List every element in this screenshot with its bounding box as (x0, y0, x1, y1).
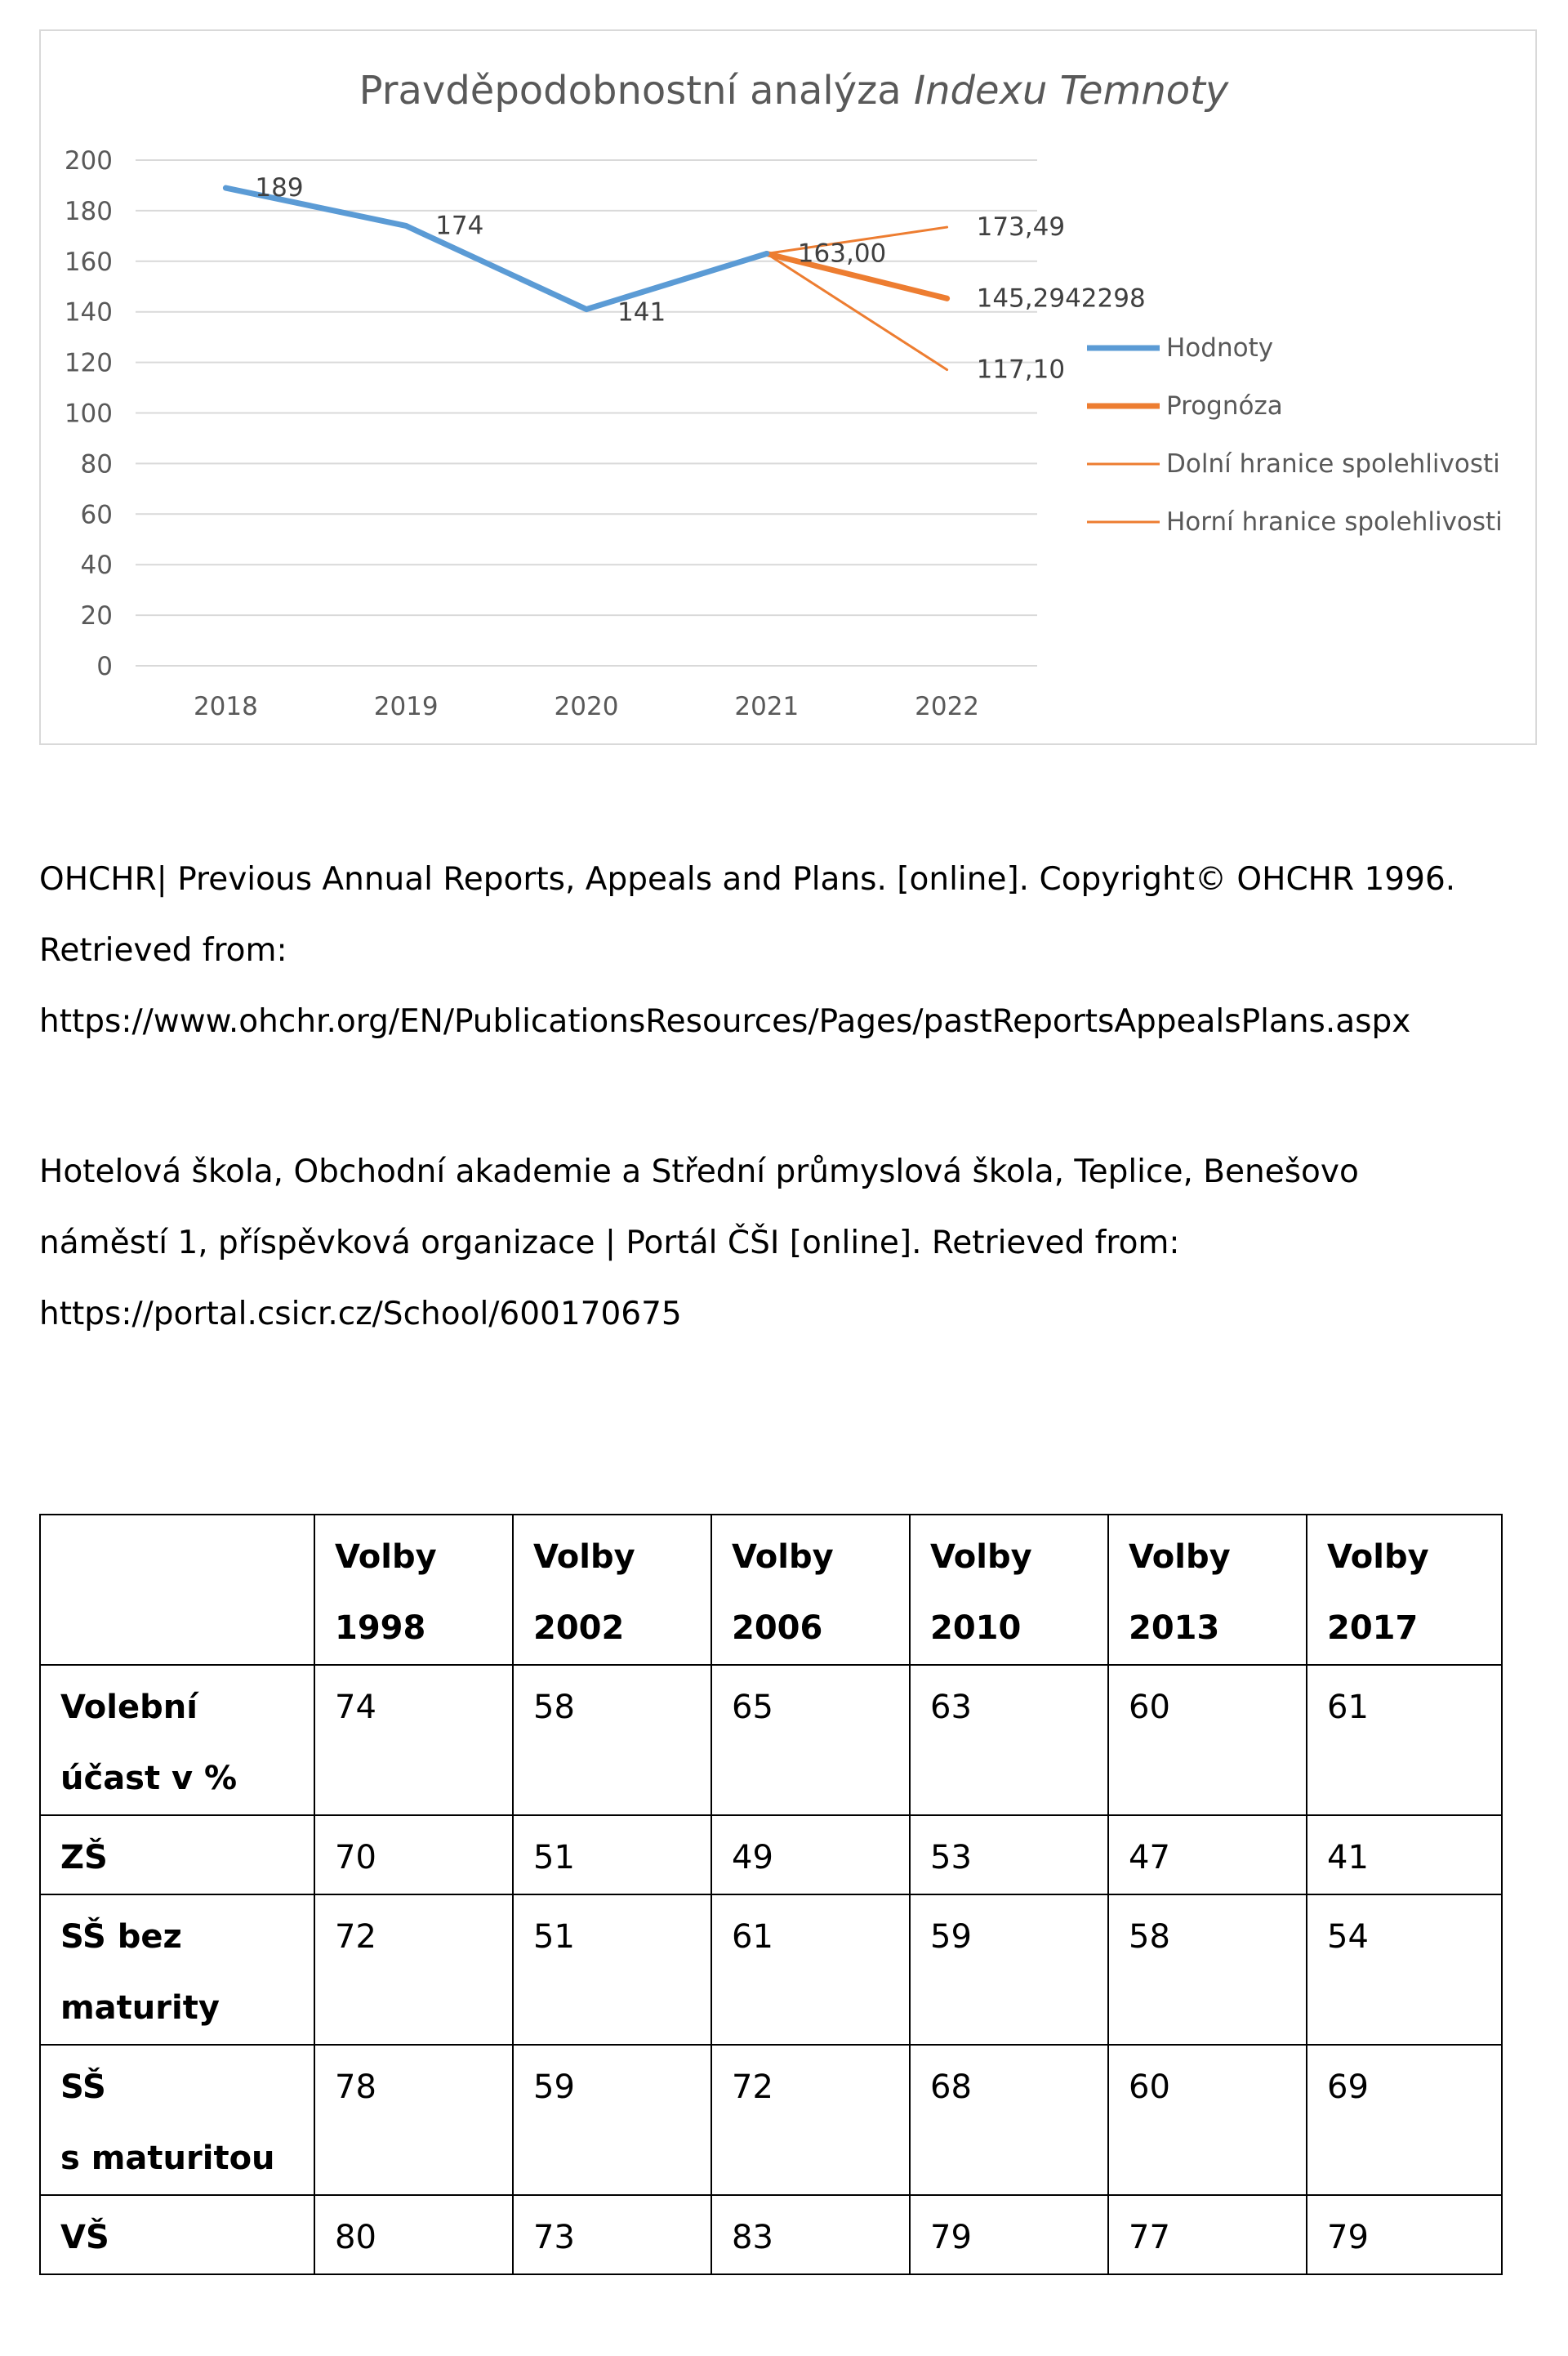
legend-label: Prognóza (1166, 391, 1283, 421)
reference-line: náměstí 1, příspěvková organizace | Portál ČŠI [online]. Retrieved from: (39, 1225, 1180, 1261)
legend (1087, 333, 1503, 537)
row-label-cell: Volební účast v % (40, 1665, 314, 1815)
table-cell: 61 (711, 1894, 910, 2045)
line-chart (41, 31, 1535, 743)
data-labels (255, 173, 1145, 385)
y-tick-label: 20 (80, 601, 113, 631)
table-cell: 79 (910, 2195, 1108, 2274)
table-cell: 72 (314, 1894, 513, 2045)
table-row (40, 1665, 1502, 1815)
chart-title (359, 68, 1229, 114)
y-tick-label: 120 (64, 348, 113, 378)
x-tick-label: 2018 (193, 692, 258, 721)
data-label: 163,00 (797, 239, 887, 269)
x-tick-label: 2019 (373, 692, 439, 721)
table-cell: 59 (513, 2045, 711, 2195)
legend-label: Horní hranice spolehlivosti (1166, 507, 1503, 537)
data-label: 141 (617, 297, 666, 328)
table-cell: 49 (711, 1815, 910, 1894)
gridlines (136, 160, 1037, 666)
table-header-cell: Volby 1998 (314, 1515, 513, 1665)
table-cell: 41 (1307, 1815, 1502, 1894)
table-cell: 68 (910, 2045, 1108, 2195)
table-cell: 79 (1307, 2195, 1502, 2274)
table-cell: 63 (910, 1665, 1108, 1815)
table-cell: 73 (513, 2195, 711, 2274)
table-row (40, 2045, 1502, 2195)
reference-url[interactable]: https://www.ohchr.org/EN/PublicationsResources/Pages/pastReportsAppealsPlans.aspx (39, 1003, 1411, 1040)
table-cell: 65 (711, 1665, 910, 1815)
table-cell: 83 (711, 2195, 910, 2274)
y-tick-label: 100 (64, 399, 113, 429)
table-cell: 61 (1307, 1665, 1502, 1815)
legend-label: Dolní hranice spolehlivosti (1166, 449, 1500, 479)
table-header-cell: Volby 2010 (910, 1515, 1108, 1665)
table-cell: 58 (513, 1665, 711, 1815)
row-label-cell: SŠ s maturitou (40, 2045, 314, 2195)
table-header-cell: Volby 2017 (1307, 1515, 1502, 1665)
legend-label: Hodnoty (1166, 333, 1274, 363)
table-cell: 60 (1108, 2045, 1307, 2195)
data-label: 145,2942298 (976, 283, 1146, 314)
x-tick-label: 2020 (554, 692, 619, 721)
table-row (40, 1815, 1502, 1894)
table-cell: 59 (910, 1894, 1108, 2045)
table-cell: 74 (314, 1665, 513, 1815)
reference-line: Retrieved from: (39, 932, 287, 969)
table-cell: 80 (314, 2195, 513, 2274)
table-cell: 77 (1108, 2195, 1307, 2274)
series-lines (225, 188, 947, 370)
row-label-cell: SŠ bez maturity (40, 1894, 314, 2045)
table-cell: 53 (910, 1815, 1108, 1894)
table-cell: 72 (711, 2045, 910, 2195)
reference-url[interactable]: https://portal.csicr.cz/School/600170675 (39, 1296, 682, 1332)
table-cell: 60 (1108, 1665, 1307, 1815)
chart-title-italic: Indexu Temnoty (913, 68, 1229, 114)
table-row (40, 2195, 1502, 2274)
reference-csi-portal (39, 1136, 1542, 1350)
reference-line: Hotelová škola, Obchodní akademie a Střední průmyslová škola, Teplice, Benešovo (39, 1153, 1359, 1190)
y-tick-label: 140 (64, 297, 113, 328)
table-header-cell: Volby 2006 (711, 1515, 910, 1665)
x-axis (194, 692, 979, 721)
table-cell: 51 (513, 1894, 711, 2045)
data-label: 189 (255, 173, 304, 203)
table-header-row (40, 1515, 1502, 1665)
chart-title-plain: Pravděpodobnostní analýza (359, 68, 914, 114)
y-tick-label: 0 (96, 652, 113, 681)
table-header-cell: Volby 2002 (513, 1515, 711, 1665)
row-label-cell: ZŠ (40, 1815, 314, 1894)
x-tick-label: 2022 (915, 692, 980, 721)
series-line (225, 188, 766, 310)
row-label-cell: VŠ (40, 2195, 314, 2274)
y-tick-label: 200 (64, 146, 113, 176)
reference-ohchr (39, 844, 1542, 1057)
table-row (40, 1894, 1502, 2045)
table-header-cell: Volby 2013 (1108, 1515, 1307, 1665)
table-cell: 47 (1108, 1815, 1307, 1894)
y-tick-label: 160 (64, 247, 113, 277)
table-cell: 54 (1307, 1894, 1502, 2045)
table-cell: 51 (513, 1815, 711, 1894)
table-cell: 58 (1108, 1894, 1307, 2045)
table-cell: 69 (1307, 2045, 1502, 2195)
data-label: 174 (435, 211, 484, 241)
y-axis (65, 146, 113, 681)
table-cell: 70 (314, 1815, 513, 1894)
y-tick-label: 180 (64, 196, 113, 226)
x-tick-label: 2021 (734, 692, 800, 721)
election-turnout-table (39, 1514, 1503, 2275)
reference-line: OHCHR| Previous Annual Reports, Appeals and Plans. [online]. Copyright© OHCHR 1996. (39, 861, 1456, 898)
data-label: 173,49 (976, 212, 1066, 243)
chart-figure (39, 29, 1537, 745)
y-tick-label: 40 (80, 551, 113, 581)
table-cell: 78 (314, 2045, 513, 2195)
y-tick-label: 60 (80, 500, 113, 530)
data-label: 117,10 (976, 355, 1066, 385)
table-corner-cell (40, 1515, 314, 1665)
y-tick-label: 80 (80, 449, 113, 480)
